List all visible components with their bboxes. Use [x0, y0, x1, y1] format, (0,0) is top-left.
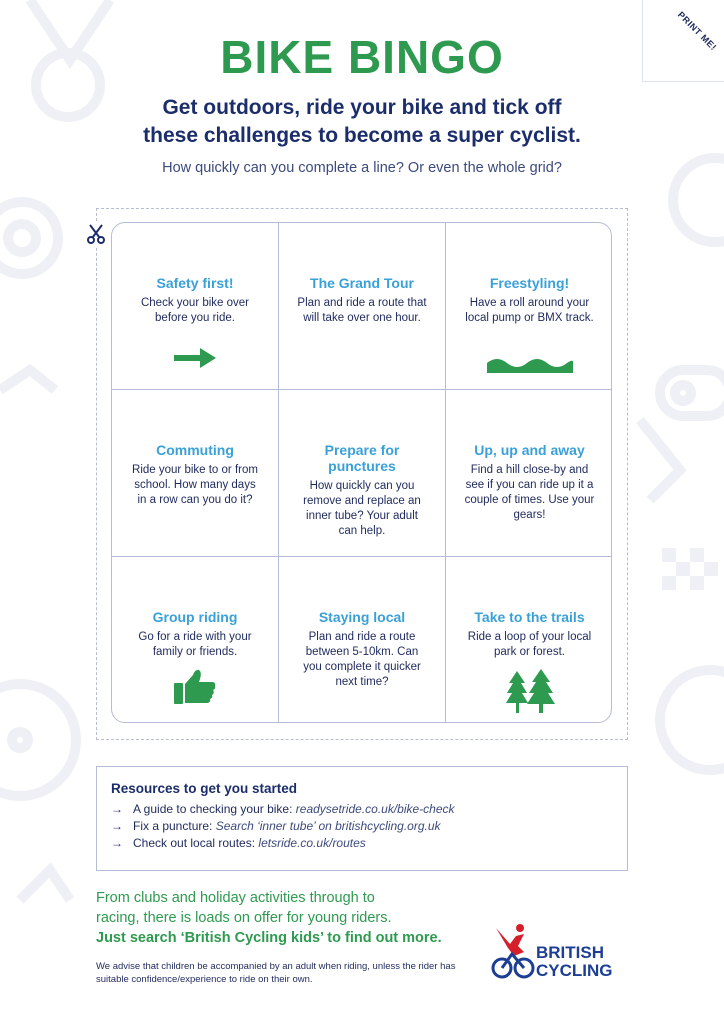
bingo-cell-up-up-and-away[interactable] — [446, 390, 612, 557]
pump-track-icon — [487, 357, 573, 373]
promo-line-2: racing, there is loads on offer for young riders. — [96, 910, 392, 926]
page-title: BIKE BINGO — [220, 31, 504, 83]
promo-text — [96, 888, 496, 948]
arrow-icon: → — [111, 802, 123, 816]
subtitle-line-2: these challenges to become a super cyclist. — [143, 124, 581, 147]
cell-title: The Grand Tour — [310, 275, 414, 291]
british-cycling-logo — [490, 920, 630, 990]
logo-wordmark — [536, 944, 613, 979]
cell-title: Safety first! — [156, 275, 234, 291]
resource-link[interactable]: Search ‘inner tube’ on britishcycling.org.uk — [215, 819, 441, 833]
question-text: How quickly can you complete a line? Or even the whole grid? — [162, 160, 562, 176]
cell-text: Ride a loop of your local park or forest. — [467, 631, 592, 658]
resource-item — [111, 835, 627, 852]
cell-text: Check your bike over before you ride. — [140, 297, 250, 324]
resource-label: A guide to checking your bike: — [133, 802, 293, 816]
resource-link[interactable]: readysetride.co.uk/bike-check — [295, 802, 455, 816]
resource-label: Fix a puncture: — [133, 819, 213, 833]
trees-icon — [505, 669, 555, 713]
cell-title: Take to the trails — [474, 609, 585, 625]
bingo-cell-group-riding[interactable] — [112, 557, 279, 723]
cell-text: Have a roll around your local pump or BMX track. — [465, 297, 594, 324]
bingo-cell-commuting[interactable] — [112, 390, 279, 557]
bingo-cell-freestyling[interactable] — [446, 223, 612, 390]
bingo-cell-safety-first[interactable] — [112, 223, 279, 390]
promo-call-to-action: Just search ‘British Cycling kids’ to find out more. — [96, 930, 442, 946]
print-me-label: PRINT ME! — [675, 9, 719, 53]
cell-text: Go for a ride with your family or friends. — [138, 631, 252, 658]
scissors-icon — [84, 222, 108, 246]
logo-line-2: CYCLING — [536, 961, 613, 980]
promo-line-1: From clubs and holiday activities through to — [96, 890, 375, 906]
resource-item — [111, 818, 627, 835]
disclaimer-text: We advise that children be accompanied by an adult when riding, unless the rider has suitable confidence/experience to ride on their own. — [96, 961, 456, 985]
cell-title: Prepare for punctures — [324, 442, 400, 474]
cell-title: Up, up and away — [474, 442, 585, 458]
cell-title: Freestyling! — [489, 275, 570, 291]
resources-heading: Resources to get you started — [111, 781, 298, 796]
cell-text: How quickly can you remove and replace an inner tube? Your adult can help. — [303, 480, 421, 537]
resources-box — [96, 766, 628, 871]
logo-line-1: BRITISH — [536, 943, 604, 962]
cell-title: Commuting — [156, 442, 234, 458]
cyclist-logo-icon — [490, 922, 538, 986]
arrow-icon: → — [111, 836, 123, 850]
bingo-cell-prepare-for-punctures[interactable] — [279, 390, 446, 557]
resource-link[interactable]: letsride.co.uk/routes — [258, 836, 366, 850]
cell-text: Plan and ride a route between 5-10km. Can you complete it quicker next time? — [303, 631, 421, 688]
cell-text: Plan and ride a route that will take over one hour. — [297, 297, 427, 324]
subtitle-line-1: Get outdoors, ride your bike and tick off — [162, 96, 562, 119]
cell-title: Group riding — [152, 609, 238, 625]
cell-text: Find a hill close-by and see if you can ride up it a couple of times. Use your gears! — [464, 464, 595, 521]
cell-text: Ride your bike to or from school. How many days in a row can you do it? — [132, 464, 258, 506]
subtitle — [80, 94, 644, 150]
cell-title: Staying local — [318, 609, 406, 625]
arrow-right-icon — [172, 347, 218, 369]
bingo-grid — [111, 222, 612, 723]
arrow-icon: → — [111, 819, 123, 833]
bingo-cell-staying-local[interactable] — [279, 557, 446, 723]
thumbs-up-icon — [173, 667, 217, 705]
bingo-cell-grand-tour[interactable] — [279, 223, 446, 390]
resource-item — [111, 801, 627, 818]
resource-label: Check out local routes: — [133, 836, 256, 850]
bingo-cell-take-to-the-trails[interactable] — [446, 557, 612, 723]
